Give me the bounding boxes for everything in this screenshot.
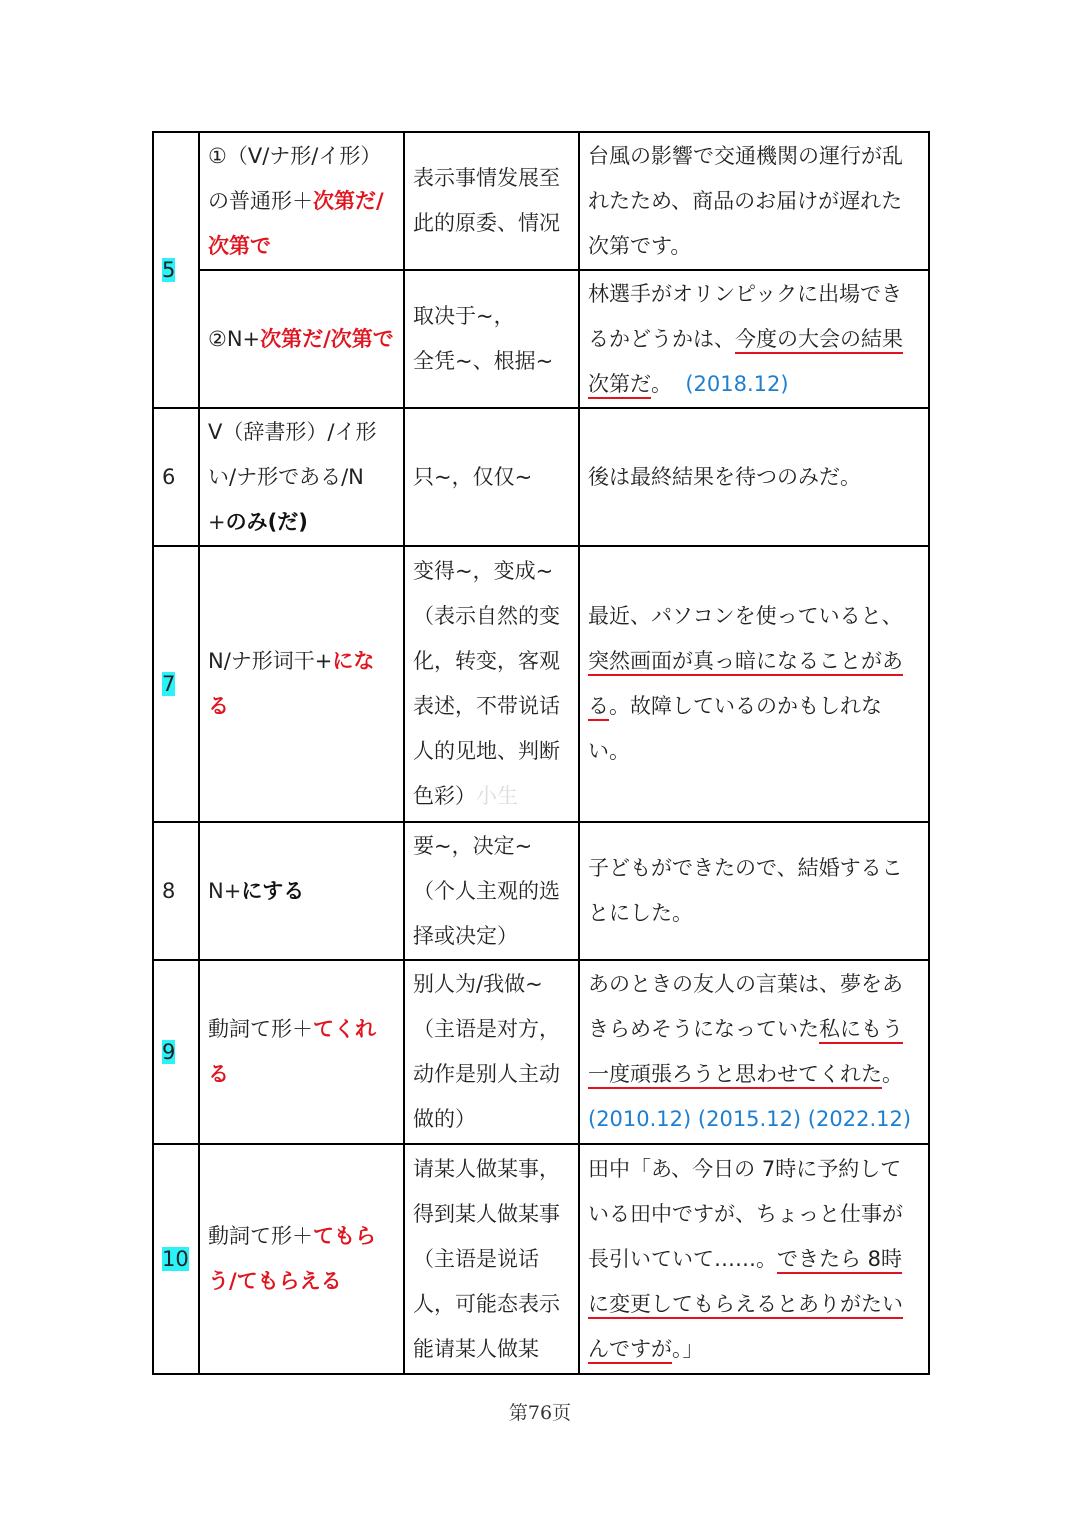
meaning: 变得~，变成~（表示自然的变化，转变，客观表述，不带说话人的见地、判断色彩） <box>413 559 560 808</box>
table-row <box>153 960 929 1144</box>
grammar-table <box>152 131 930 1375</box>
underlined-phrase: 突然画面が真っ暗になることがある <box>588 649 903 718</box>
underlined-phrase: 今度の大会の結果次第だ <box>588 326 903 396</box>
meaning-line: 取决于~， <box>413 304 515 328</box>
grammar-form-cell <box>199 132 404 270</box>
example-sentence: 子どもができたので、結婚することにした。 <box>588 856 903 925</box>
row-number: 7 <box>162 671 176 696</box>
example-sentence: 後は最終結果を待つのみだ。 <box>588 464 861 489</box>
grammar-form: 動詞て形＋ <box>208 1017 313 1041</box>
grammar-form-cell <box>199 1144 404 1374</box>
underlined-phrase: 私にもう一度頑張ろうと思わせてくれた <box>588 1017 903 1086</box>
meaning-cell <box>404 960 579 1144</box>
grammar-form: ①（V/ナ形/イ形）の普通形＋ <box>208 143 382 213</box>
example-sentence: あのときの友人の言葉は、夢をあきらめそうになっていた <box>588 972 903 1041</box>
meaning-cell <box>404 546 579 822</box>
meaning-cell <box>404 270 579 408</box>
row-number-cell <box>153 822 199 960</box>
table-row <box>153 270 929 408</box>
grammar-form-cell <box>199 822 404 960</box>
row-number-cell <box>153 408 199 546</box>
grammar-key: にする <box>241 878 305 903</box>
watermark: 小生 <box>476 784 518 808</box>
page-number: 第76页 <box>508 1402 572 1424</box>
table-row <box>153 822 929 960</box>
table-row <box>153 1144 929 1374</box>
grammar-form: V（辞書形）/イ形い/ナ形である/N+ <box>208 419 377 534</box>
grammar-key: のみ(だ) <box>225 509 308 534</box>
meaning: 别人为/我做~（主语是对方，动作是别人主动做的） <box>413 972 560 1131</box>
row-number: 6 <box>162 464 176 489</box>
exam-year: (2018.12) <box>685 371 789 396</box>
grammar-key: 次第だ/次第で <box>208 188 384 258</box>
example-cell <box>579 822 929 960</box>
meaning-cell <box>404 408 579 546</box>
exam-years: (2010.12) (2015.12) (2022.12) <box>588 1107 912 1131</box>
grammar-form-cell <box>199 960 404 1144</box>
row-number-cell <box>153 1144 199 1374</box>
table-row <box>153 132 929 270</box>
example-cell <box>579 960 929 1144</box>
meaning: 表示事情发展至此的原委、情况 <box>413 166 560 235</box>
meaning: 只~，仅仅~ <box>413 464 533 489</box>
meaning-cell <box>404 822 579 960</box>
example-sentence: 田中「あ、今日の 7時に予約している田中ですが、ちょっと仕事が長引いていて……。 <box>588 1156 903 1271</box>
row-number-cell <box>153 132 199 408</box>
grammar-form: ②N+ <box>208 326 261 351</box>
meaning: 要~，决定~（个人主观的选择或决定） <box>413 833 560 948</box>
row-number: 9 <box>162 1039 176 1064</box>
table-row <box>153 546 929 822</box>
row-number-cell <box>153 546 199 822</box>
grammar-form-cell <box>199 408 404 546</box>
example-cell <box>579 270 929 408</box>
underlined-phrase: できたら 8時に変更してもらえるとありがたいんですが <box>588 1246 903 1361</box>
example-cell <box>579 132 929 270</box>
example-cell <box>579 546 929 822</box>
example-punct: 。 <box>651 371 672 396</box>
example-sentence: 。故障しているのかもしれない。 <box>588 694 882 763</box>
meaning: 请某人做某事，得到某人做某事（主语是说话人，可能态表示能请某人做某 <box>413 1156 560 1361</box>
grammar-key: になる <box>208 649 375 718</box>
meaning-line: 全凭~、根据~ <box>413 349 554 373</box>
grammar-form-cell <box>199 546 404 822</box>
example-sentence: 台風の影響で交通機関の運行が乱れたため、商品のお届けが遅れた次第です。 <box>588 143 903 258</box>
grammar-form: N+ <box>208 878 242 903</box>
row-number: 8 <box>162 878 176 903</box>
example-punct: 。 <box>882 1062 903 1086</box>
grammar-key: 次第だ/次第で <box>260 326 394 351</box>
grammar-form-cell <box>199 270 404 408</box>
row-number: 5 <box>162 257 176 282</box>
row-number: 10 <box>162 1246 189 1271</box>
grammar-key: てくれる <box>208 1017 376 1086</box>
example-punct: 。」 <box>672 1336 704 1361</box>
grammar-form: 動詞て形＋ <box>208 1224 313 1248</box>
meaning-cell <box>404 1144 579 1374</box>
example-sentence: 林選手がオリンピックに出場できるかどうかは、 <box>588 281 903 351</box>
row-number-cell <box>153 960 199 1144</box>
meaning-cell <box>404 132 579 270</box>
grammar-form: N/ナ形词干+ <box>208 649 333 673</box>
example-cell <box>579 1144 929 1374</box>
grammar-key: てもらう/てもらえる <box>208 1224 376 1293</box>
example-sentence: 最近、パソコンを使っていると、 <box>588 604 903 628</box>
example-cell <box>579 408 929 546</box>
table-row <box>153 408 929 546</box>
